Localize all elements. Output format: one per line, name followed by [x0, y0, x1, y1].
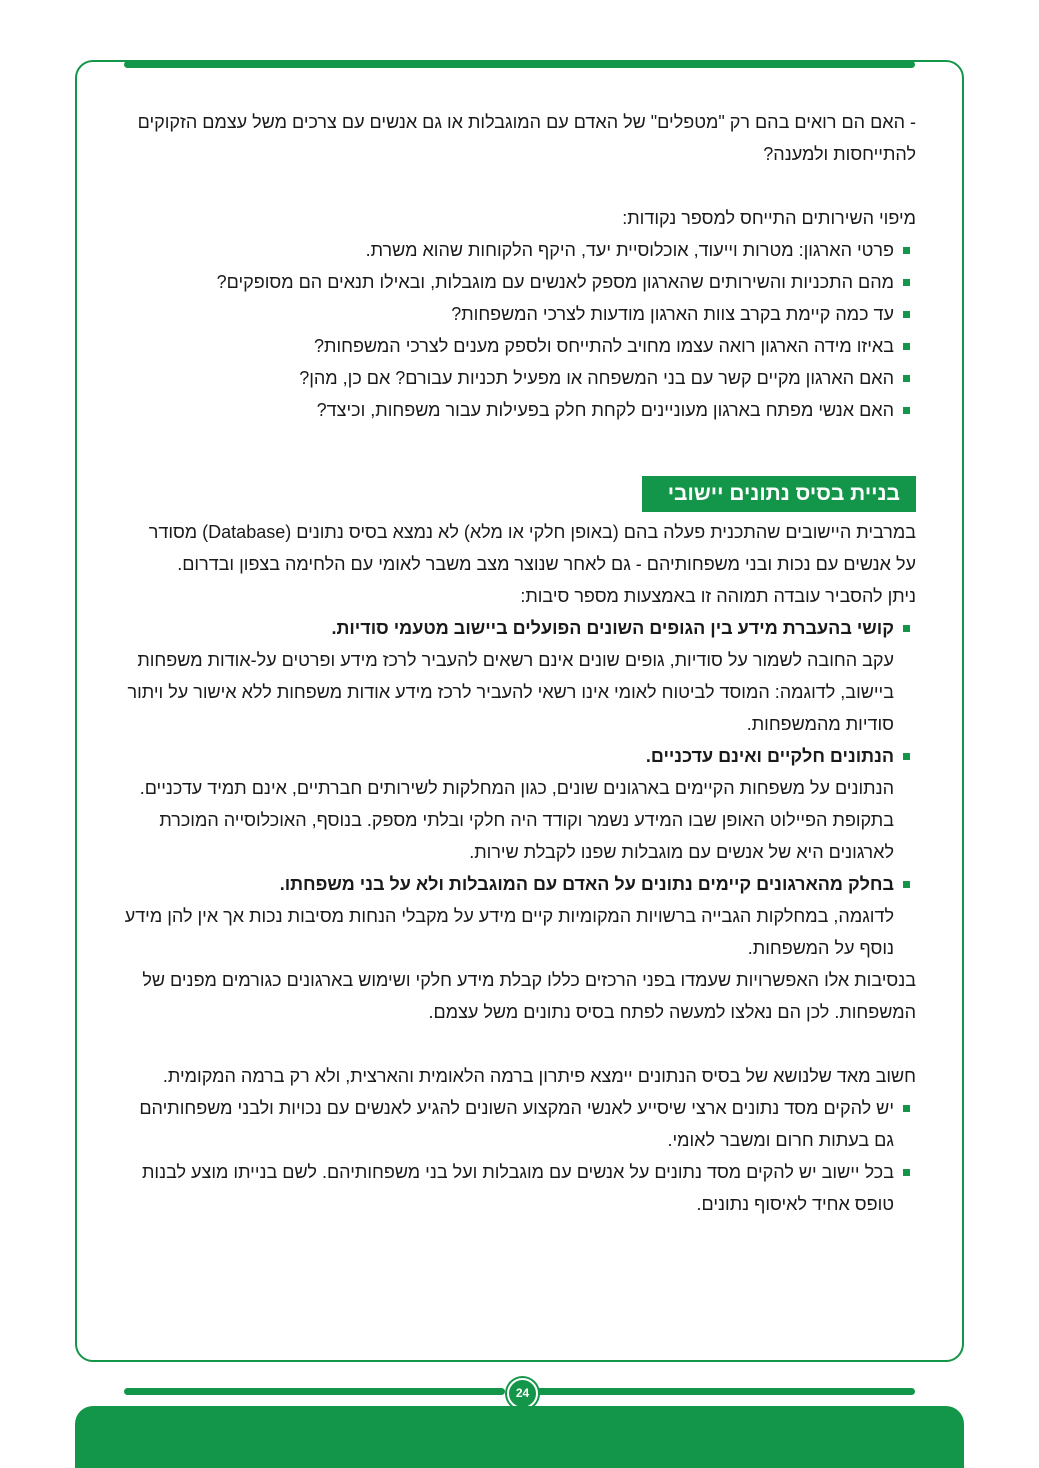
section-paragraph-1: במרבית היישובים שהתכנית פעלה בהם (באופן חלקי או מלא) לא נמצא בסיס נתונים (Database) מסודר על אנשים עם נכות ובני משפחותיהם - גם לאחר שנוצר מצב משבר לאומי עם הלחימה בצפון ובדרום.: [148, 522, 916, 574]
list-item: יש להקים מסד נתונים ארצי שיסייע לאנשי המקצוע השונים להגיע לאנשים עם נכויות ולבני משפחותיהם גם בעתות חרום ומשבר לאומי.: [124, 1092, 916, 1156]
recommendations-list: [124, 1092, 916, 1220]
bottom-rule-left: [124, 1388, 505, 1395]
square-bullet-icon: [903, 279, 910, 286]
square-bullet-icon: [903, 343, 910, 350]
reason-body: עקב החובה לשמור על סודיות, גופים שונים אינם רשאים להעביר לרכז מידע ופרטים על-אודות משפחות ביישוב, לדוגמה: המוסד לביטוח לאומי אינו רשאי להעביר לרכז מידע אודות משפחות ללא אישור על ויתור סודיות מהמשפחות.: [127, 650, 894, 734]
list-item: האם אנשי מפתח בארגון מעוניינים לקחת חלק בפעילות עבור משפחות, וכיצד?: [124, 394, 916, 426]
list-item: [124, 740, 916, 772]
list-item: פרטי הארגון: מטרות וייעוד, אוכלוסיית יעד, היקף הלקוחות שהוא משרת.: [124, 234, 916, 266]
page-content: [124, 106, 916, 1220]
reason-body: הנתונים על משפחות הקיימים בארגונים שונים, כגון המחלקות לשירותים חברתיים, אינם תמיד עדכניים. בתקופת הפיילוט האופן שבו המידע נשמר וקודד היה חלקי ובלתי מספק. בנוסף, האוכלוסייה המוכרת לארגונים היא של אנשים עם מוגבלות שפנו לקבלת שירות.: [139, 778, 894, 862]
reason-title: קושי בהעברת מידע בין הגופים השונים הפועלים ביישוב מטעמי סודיות.: [331, 618, 894, 638]
mapping-list: [124, 234, 916, 426]
square-bullet-icon: [903, 625, 910, 632]
square-bullet-icon: [903, 1169, 910, 1176]
section-paragraph-2: ניתן להסביר עובדה תמוהה זו באמצעות מספר סיבות:: [520, 586, 916, 606]
reasons-list: [124, 612, 916, 644]
square-bullet-icon: [903, 1105, 910, 1112]
reason-title: בחלק מהארגונים קיימים נתונים על האדם עם המוגבלות ולא על בני משפחתו.: [279, 874, 894, 894]
square-bullet-icon: [903, 311, 910, 318]
intro-question: - האם הם רואים בהם רק "מטפלים" של האדם עם המוגבלות או גם אנשים עם צרכים משל עצמם הזקוקים להתייחסות ולמענה?: [137, 112, 916, 164]
bottom-rule-right: [536, 1388, 915, 1395]
section-paragraph-3: בנסיבות אלו האפשרויות שעמדו בפני הרכזים כללו קבלת מידע חלקי ושימוש בארגונים כגורמים מפנים של המשפחות. לכן הם נאלצו למעשה לפתח בסיס נתונים משל עצמם.: [142, 970, 916, 1022]
list-item: באיזו מידה הארגון רואה עצמו מחויב להתייחס ולספק מענים לצרכי המשפחות?: [124, 330, 916, 362]
square-bullet-icon: [903, 753, 910, 760]
square-bullet-icon: [903, 247, 910, 254]
page-number: 24: [507, 1378, 538, 1409]
list-item: [124, 612, 916, 644]
section-heading: בניית בסיס נתונים יישובי: [642, 476, 916, 512]
top-rule: [124, 61, 915, 68]
reason-title: הנתונים חלקיים ואינם עדכניים.: [645, 746, 894, 766]
mapping-lead: מיפוי השירותים התייחס למספר נקודות:: [622, 208, 916, 228]
list-item: מהם התכניות והשירותים שהארגון מספק לאנשים עם מוגבלות, ובאילו תנאים הם מסופקים?: [124, 266, 916, 298]
list-item: [124, 868, 916, 900]
list-item: בכל יישוב יש להקים מסד נתונים על אנשים עם מוגבלות ועל בני משפחותיהם. לשם בנייתו מוצע לבנות טופס אחיד לאיסוף נתונים.: [124, 1156, 916, 1220]
list-item: האם הארגון מקיים קשר עם בני המשפחה או מפעיל תכניות עבורם? אם כן, מהן?: [124, 362, 916, 394]
reason-body: לדוגמה, במחלקות הגבייה ברשויות המקומיות קיים מידע על מקבלי הנחות מסיבות נכות אך אין להן מידע נוסף על המשפחות.: [124, 906, 894, 958]
square-bullet-icon: [903, 407, 910, 414]
footer-band: [75, 1406, 964, 1468]
section-paragraph-4: חשוב מאד שלנושא של בסיס הנתונים יימצא פיתרון ברמה הלאומית והארצית, ולא רק ברמה המקומית.: [162, 1066, 916, 1086]
list-item: עד כמה קיימת בקרב צוות הארגון מודעות לצרכי המשפחות?: [124, 298, 916, 330]
square-bullet-icon: [903, 881, 910, 888]
square-bullet-icon: [903, 375, 910, 382]
